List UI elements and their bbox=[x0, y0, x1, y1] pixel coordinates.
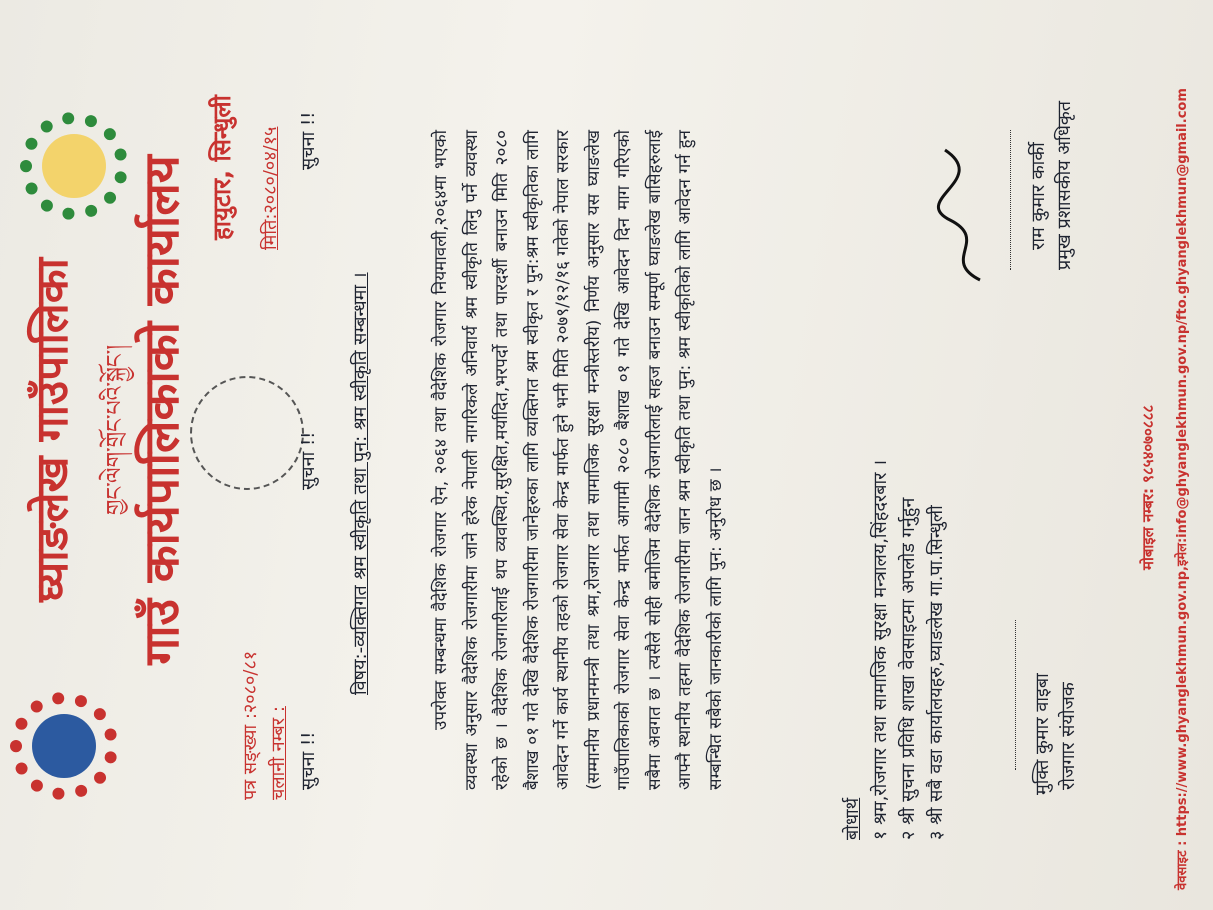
dispatch-number: चलानी नम्बर : bbox=[268, 706, 289, 800]
office-stamp-icon bbox=[190, 376, 304, 490]
notice-left: सुचना !! bbox=[298, 731, 319, 790]
subject-line: विषय:-व्यक्तिगत श्रम स्वीकृति तथा पुन: श्रम स्वीकृति सम्बन्धमा । bbox=[350, 272, 371, 695]
government-emblem-icon bbox=[10, 692, 118, 800]
signatory-right-title: प्रमुख प्रशासकीय अधिकृत bbox=[1054, 101, 1075, 270]
bodhartha-item-1: १ श्रम,रोजगार तथा सामाजिक सुरक्षा मन्त्रालय,सिंहदरबार । bbox=[870, 459, 891, 840]
letter-number: पत्र सङ्ख्या :२०८०/८१ bbox=[240, 650, 261, 800]
signatory-right-name: राम कुमार कार्की bbox=[1028, 142, 1049, 250]
footer-contact: वेवसाइट : https://www.ghyanglekhmun.gov.np,इमेल:info@ghyanglekhmun.gov.np/fto.ghyanglekhmun@gmail.com bbox=[1175, 88, 1190, 890]
bodhartha-item-2: २ श्री सुचना प्रविधि शाखा वेवसाइटमा अपलोड गर्नुहुन bbox=[898, 497, 919, 840]
letter-date: मिति:२०८०/०४/१५ bbox=[260, 126, 281, 250]
signature-line-left bbox=[1015, 620, 1016, 770]
palika-logo-icon bbox=[20, 112, 128, 220]
notice-right: सुचना !! bbox=[298, 111, 319, 170]
office-name: गाउँ कार्यपालिकाको कार्यालय bbox=[134, 155, 190, 665]
signature-line-right bbox=[1010, 130, 1011, 270]
signatory-left-title: रोजगार संयोजक bbox=[1058, 682, 1079, 790]
palika-name: घ्याङलेख गाउँपालिका bbox=[27, 258, 78, 602]
tibetan-title: གྱང་ལེག་གྲོང་པའི་སྐྱོང་། bbox=[103, 344, 128, 516]
signature-scribble-icon bbox=[930, 140, 1000, 290]
location: हायुटार, सिन्धुली bbox=[208, 95, 236, 240]
footer-mobile: मोबाइल नम्बर: ९८५४०७०८८८ bbox=[1139, 404, 1157, 570]
notice-center: सुचना !! bbox=[298, 431, 319, 490]
signatory-left-name: मुक्ति कुमार वाइबा bbox=[1032, 673, 1053, 795]
bodhartha-heading: बोधार्थ bbox=[842, 797, 863, 840]
body-paragraph: उपरोक्त सम्बन्धमा वैदेशिक रोजगार ऐन, २०६४ तथा वैदेशिक रोजगार नियमावली,२०६४मा भएको व्यवस्था अनुसार वैदेशिक रोजगारीमा जाने हरेक नेपाली नागरिकले अनिवार्य श्रम स्वीकृति लिनु पर्ने व्यवस्था रहेको छ । वैदेशिक रोजगारीलाई थप व्यवस्थित,सुरक्षित,मर्यादित,भरपर्दो तथा पारदर्शी बनाउन मिति २०८० बैशाख ०१ गते देखि वैदेशिक रोजगारीमा जानेहरुका लागि व्यक्तिगत श्रम स्वीकृत र पुन:श्रम स्वीकृतिका लागि आवेदन गर्ने कार्य स्थानीय तहको रोजगार सेवा केन्द्र मार्फत हुने भनी मिति २०७९/१२/१६ गतेको नेपाल सरकार (सम्मानीय प्रधानमन्त्री तथा श्रम,रोजगार तथा सामाजिक सुरक्षा मन्त्रीस्तरीय) निर्णय अनुसार यस घ्याङलेख गाउँपालिकाको रोजगार सेवा केन्द्र मार्फत आगामी २०८० बैशाख ०१ गते देखि आवेदन दिन माग गरिएको सबैमा अवगत छ । त्यसैले सोही बमोजिम वैदेशिक रोजगारीलाई सहज बनाउन सम्पूर्ण घ्याङलेख बासिहरुलाई आफ्नै स्थानीय तहमा वैदेशिक रोजगारीमा जान श्रम स्वीकृति तथा पुन: श्रम स्वीकृतिको लागि आवेदन गर्न हुन सम्बन्धित सबैको जानकारीको लागि पुन: अनुरोध छ । bbox=[431, 130, 726, 790]
bodhartha-item-3: ३ श्री सबै वडा कार्यालयहरु,घ्याङलेख गा.पा.सिन्धुली bbox=[926, 505, 947, 840]
signature-right bbox=[930, 140, 1000, 290]
